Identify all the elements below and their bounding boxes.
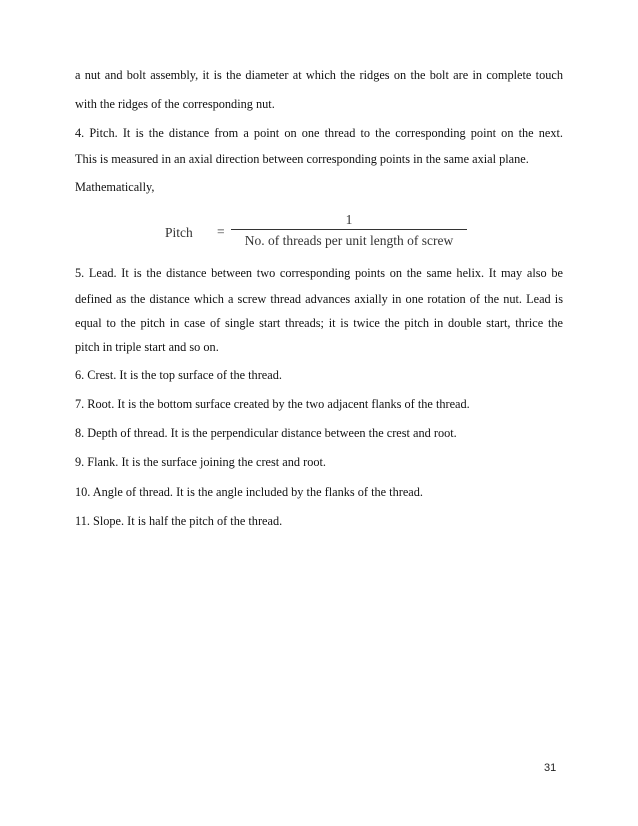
paragraph-slope [75,511,563,533]
pitch-formula [165,211,475,251]
paragraph-root [75,394,563,416]
text-line: 4. Pitch. It is the distance from a point on one thread to the corresponding point on the next. [75,126,563,140]
paragraph-lead-1 [75,263,563,285]
paragraph-depth [75,423,563,445]
paragraph-lead-3 [75,313,563,335]
formula-equals: = [217,224,225,239]
text-line: defined as the distance which a screw thread advances axially in one rotation of the nut. Lead is [75,292,563,306]
paragraph-intro-end [75,94,563,116]
formula-fraction [231,211,467,249]
paragraph-pitch [75,123,563,145]
paragraph-intro [75,65,563,87]
formula-lhs: Pitch [165,225,193,240]
text-line: 9. Flank. It is the surface joining the crest and root. [75,455,326,469]
paragraph-pitch-end [75,149,563,171]
text-line: 8. Depth of thread. It is the perpendicular distance between the crest and root. [75,426,457,440]
paragraph-lead-2 [75,289,563,311]
paragraph-angle [75,482,563,504]
paragraph-flank [75,452,563,474]
text-line: 7. Root. It is the bottom surface created by the two adjacent flanks of the thread. [75,397,470,411]
text-line: with the ridges of the corresponding nut. [75,97,275,111]
text-line: This is measured in an axial direction between corresponding points in the same axial plane. [75,152,529,166]
text-line: equal to the pitch in case of single start threads; it is twice the pitch in double start, thrice the [75,316,563,330]
text-line: 6. Crest. It is the top surface of the thread. [75,368,282,382]
text-line: 11. Slope. It is half the pitch of the thread. [75,514,283,528]
text-line: Mathematically, [75,180,155,194]
paragraph-mathematically [75,177,563,199]
text-line: 5. Lead. It is the distance between two corresponding points on the same helix. It may also be [75,266,563,280]
fraction-bar [231,229,467,230]
text-line: 10. Angle of thread. It is the angle included by the flanks of the thread. [75,485,423,499]
text-line: pitch in triple start and so on. [75,340,219,354]
formula-denominator: No. of threads per unit length of screw [244,233,454,248]
text-line: a nut and bolt assembly, it is the diameter at which the ridges on the bolt are in complete touch [75,68,563,82]
page-number: 31 [544,762,557,774]
paragraph-lead-4 [75,337,563,359]
paragraph-crest [75,365,563,387]
formula-numerator: 1 [345,212,353,227]
